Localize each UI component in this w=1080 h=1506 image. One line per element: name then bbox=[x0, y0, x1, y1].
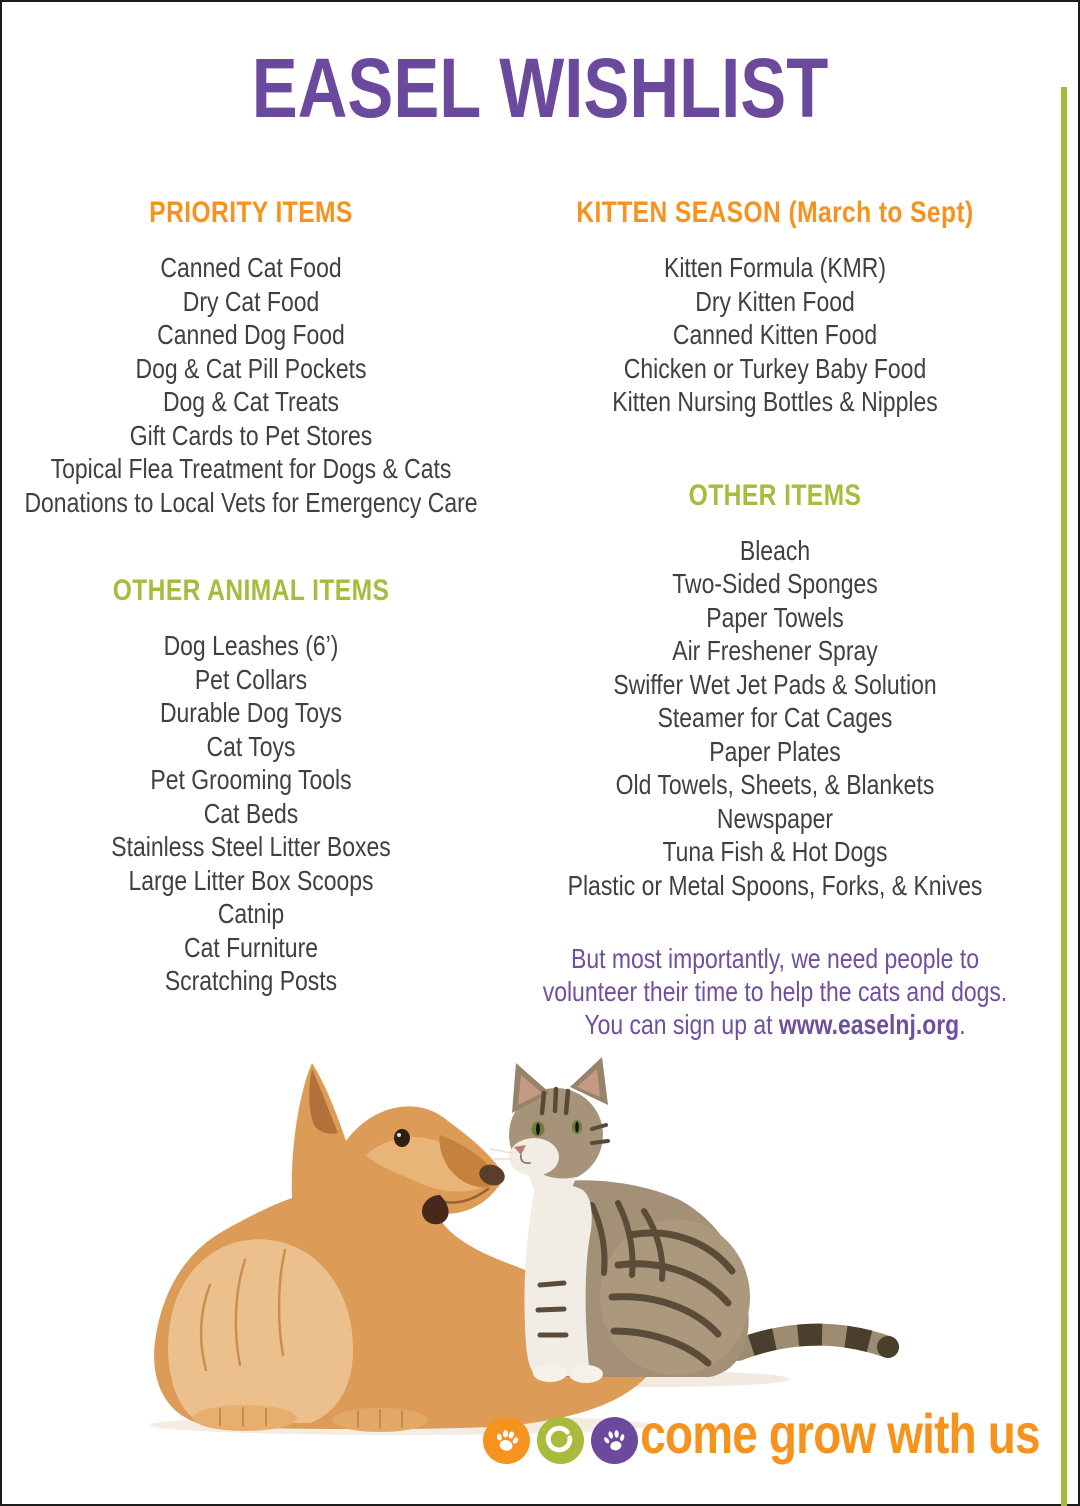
list-item: Bleach bbox=[739, 534, 811, 566]
list-item: Cat Beds bbox=[203, 797, 299, 829]
list-item: Gift Cards to Pet Stores bbox=[129, 419, 373, 451]
list-item: Paper Towels bbox=[706, 601, 844, 633]
list-item: Paper Plates bbox=[709, 735, 841, 767]
other-animal-items-heading: OTHER ANIMAL ITEMS bbox=[112, 574, 390, 607]
list-item: Cat Furniture bbox=[184, 931, 318, 963]
list-item: Scratching Posts bbox=[164, 965, 338, 996]
cat-illustration bbox=[490, 1057, 899, 1383]
section-kitten-season bbox=[513, 196, 1038, 419]
kitten-season-list bbox=[513, 251, 1038, 419]
list-item: Air Freshener Spray bbox=[672, 635, 878, 666]
list-item: Dog Leashes (6’) bbox=[163, 630, 339, 661]
list-item: Pet Grooming Tools bbox=[150, 764, 352, 795]
tennis-ball-icon bbox=[537, 1417, 584, 1464]
list-item: Swiffer Wet Jet Pads & Solution bbox=[613, 668, 937, 700]
other-animal-items-list bbox=[0, 629, 513, 998]
volunteer-line: volunteer their time to help the cats and dogs. bbox=[542, 976, 1008, 1007]
list-item: Chicken or Turkey Baby Food bbox=[623, 352, 927, 384]
list-item: Kitten Formula (KMR) bbox=[664, 252, 886, 283]
list-item: Canned Kitten Food bbox=[672, 319, 878, 350]
page-title: EASEL WISHLIST bbox=[251, 41, 829, 135]
list-item: Steamer for Cat Cages bbox=[657, 702, 893, 733]
list-item: Old Towels, Sheets, & Blankets bbox=[615, 769, 935, 800]
paw-icon bbox=[483, 1417, 530, 1464]
list-item: Newspaper bbox=[716, 802, 834, 834]
list-item: Dog & Cat Pill Pockets bbox=[135, 352, 367, 384]
list-item: Tuna Fish & Hot Dogs bbox=[662, 836, 888, 867]
green-accent-rule bbox=[1061, 87, 1067, 1506]
list-item: Topical Flea Treatment for Dogs & Cats bbox=[50, 453, 452, 484]
signup-suffix: . bbox=[959, 1009, 966, 1040]
list-item: Durable Dog Toys bbox=[159, 697, 343, 728]
priority-items-heading: PRIORITY ITEMS bbox=[149, 196, 353, 229]
list-item: Donations to Local Vets for Emergency Care bbox=[24, 486, 478, 518]
dog-and-cat-photo bbox=[140, 1035, 920, 1435]
right-column bbox=[513, 196, 1038, 1041]
list-item: Catnip bbox=[217, 898, 285, 929]
volunteer-note bbox=[513, 942, 1038, 1041]
left-column bbox=[0, 196, 513, 998]
list-item: Large Litter Box Scoops bbox=[128, 864, 374, 896]
list-item: Pet Collars bbox=[194, 663, 308, 695]
list-item: Plastic or Metal Spoons, Forks, & Knives bbox=[567, 869, 983, 901]
list-item: Canned Cat Food bbox=[160, 252, 342, 283]
section-other-animal-items bbox=[0, 574, 513, 998]
section-other-items bbox=[513, 479, 1038, 903]
signup-prefix: You can sign up at bbox=[584, 1009, 779, 1040]
tagline: come grow with us bbox=[640, 1402, 1040, 1465]
other-items-heading: OTHER ITEMS bbox=[688, 478, 862, 512]
list-item: Two-Sided Sponges bbox=[672, 568, 878, 599]
list-item: Cat Toys bbox=[206, 730, 296, 762]
list-item: Dry Kitten Food bbox=[695, 285, 855, 317]
other-items-list bbox=[513, 534, 1038, 903]
list-item: Stainless Steel Litter Boxes bbox=[111, 831, 391, 862]
section-priority-items bbox=[0, 196, 513, 519]
list-item: Dry Cat Food bbox=[182, 285, 320, 317]
volunteer-line: But most importantly, we need people to bbox=[570, 943, 979, 974]
list-item: Kitten Nursing Bottles & Nipples bbox=[612, 386, 938, 417]
priority-items-list bbox=[0, 251, 513, 519]
list-item: Canned Dog Food bbox=[157, 319, 345, 350]
website-url: www.easelnj.org bbox=[778, 1009, 960, 1040]
kitten-season-heading: KITTEN SEASON (March to Sept) bbox=[576, 196, 974, 229]
list-item: Dog & Cat Treats bbox=[162, 386, 340, 417]
